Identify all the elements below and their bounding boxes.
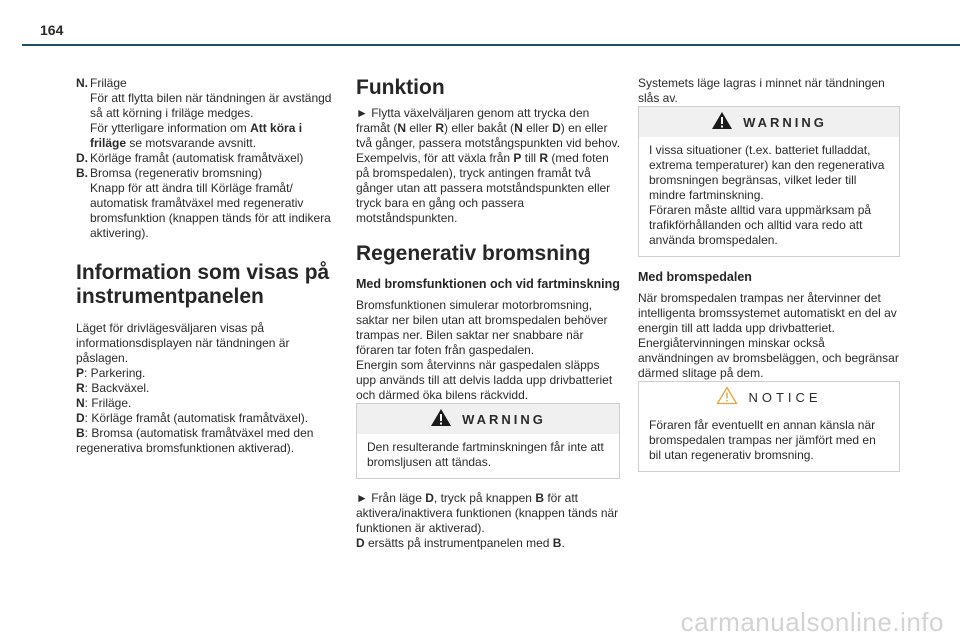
- warning-icon: [711, 111, 733, 134]
- definition-key: B.: [76, 166, 88, 180]
- notice-icon: [716, 386, 738, 409]
- definition-key: D.: [76, 151, 88, 165]
- warning-text: Föraren måste alltid vara uppmärksam på trafikförhållanden och alltid vara redo att använda bromspedalen.: [649, 203, 872, 247]
- warning-box: [356, 403, 620, 479]
- warning-body: [639, 137, 899, 256]
- definition-b: [76, 166, 338, 241]
- subheading-bromsfunktionen: Med bromsfunktionen och vid fartminskning: [356, 277, 620, 291]
- system-state-paragraph: Systemets läge lagras i minnet när tändningen slås av.: [638, 76, 885, 105]
- mode-item-d: D: Körläge framåt (automatisk framåtväxel).: [76, 411, 309, 425]
- warning-title: WARNING: [743, 114, 827, 130]
- notice-title: NOTICE: [748, 389, 822, 405]
- definition-n: [76, 76, 338, 151]
- step-replacement: D ersätts på instrumentpanelen med B.: [356, 536, 565, 550]
- column-middle: [356, 76, 620, 551]
- definition-key: N.: [76, 76, 88, 90]
- page-number: 164: [40, 22, 64, 38]
- mode-item-r: R: Backväxel.: [76, 381, 150, 395]
- warning-title: WARNING: [462, 411, 546, 427]
- warning-text: I vissa situationer (t.ex. batteriet fulladdat, extrema temperaturer) kan den regenerativa bromsningen begränsas, vilket leder till mindre fartminskning.: [649, 143, 885, 202]
- column-right: [638, 76, 900, 472]
- watermark: carmanualsonline.info: [680, 607, 944, 637]
- paragraph: Energiåtervinningen minskar också användningen av bromsbeläggen, och begränsar därmed slitage på dem.: [638, 336, 899, 380]
- definition-list: [76, 76, 338, 241]
- instrument-intro: Läget för drivlägesväljaren visas på informationsdisplayen när tändningen är påslagen.: [76, 321, 290, 365]
- warning-box: [638, 106, 900, 257]
- section-heading-instrument: Information som visas på instrumentpanelen: [76, 261, 330, 308]
- column-left: [76, 76, 338, 456]
- definition-line: För ytterligare information om Att köra i friläge se motsvarande avsnitt.: [90, 121, 303, 150]
- paragraph: När bromspedalen trampas ner återvinner det intelligenta bromssystemet automatiskt en del av energin till att ladda upp drivbatteriet.: [638, 291, 897, 335]
- notice-text: Föraren får eventuellt en annan känsla när bromspedalen trampas ner jämfört med en bil utan regenerativ bromsning.: [649, 418, 876, 462]
- mode-item-n: N: Friläge.: [76, 396, 132, 410]
- mode-item-p: P: Parkering.: [76, 366, 146, 380]
- subheading-bromspedalen: Med bromspedalen: [638, 270, 752, 284]
- notice-header: [639, 382, 899, 412]
- definition-line: Körläge framåt (automatisk framåtväxel): [90, 151, 304, 165]
- paragraph: Energin som återvinns när gaspedalen släpps upp används till att delvis ladda upp drivbatteriet och därmed öka bilens räckvidd.: [356, 358, 613, 402]
- step-toggle-function: ► Från läge D, tryck på knappen B för att aktivera/inaktivera funktionen (knappen tänds när funktionen är aktiverad).: [356, 491, 619, 535]
- definition-line: Bromsa (regenerativ bromsning): [90, 166, 263, 180]
- example-paragraph: Exempelvis, för att växla från P till R (med foten på bromspedalen), tryck antingen framåt två gånger utan att passera motståndspunkten eller tryck bara en gång och passera motståndspunkten.: [356, 151, 611, 225]
- definition-d: [76, 151, 338, 166]
- warning-text: Den resulterande fartminskningen får inte att bromsljusen att tändas.: [367, 440, 604, 469]
- definition-line: Friläge: [90, 76, 127, 90]
- notice-box: [638, 381, 900, 472]
- definition-line: Knapp för att ändra till Körläge framåt/ automatisk framåtväxel med regenerativ bromsfunktion (knappen tänds för att indikera aktivering).: [90, 181, 331, 240]
- step-move-selector: ► Flytta växelväljaren genom att trycka den framåt (N eller R) eller bakåt (N eller D) en eller två gånger, passera motstångspunkten vid behov.: [356, 106, 620, 150]
- warning-header: [639, 107, 899, 137]
- header-rule: [22, 44, 960, 46]
- section-heading-regenerativ: Regenerativ bromsning: [356, 242, 591, 265]
- mode-list: [76, 366, 338, 456]
- paragraph: Bromsfunktionen simulerar motorbromsning, saktar ner bilen utan att bromspedalen behöver trampas ner. Bilen saktar ner snabbare när föraren tar foten från gaspedalen.: [356, 298, 608, 357]
- warning-header: [357, 404, 619, 434]
- section-heading-funktion: Funktion: [356, 76, 445, 99]
- warning-icon: [430, 408, 452, 431]
- mode-item-b: B: Bromsa (automatisk framåtväxel med den regenerativa bromsfunktionen aktiverad).: [76, 426, 314, 455]
- definition-line: För att flytta bilen när tändningen är avstängd så att körning i friläge medges.: [90, 91, 332, 120]
